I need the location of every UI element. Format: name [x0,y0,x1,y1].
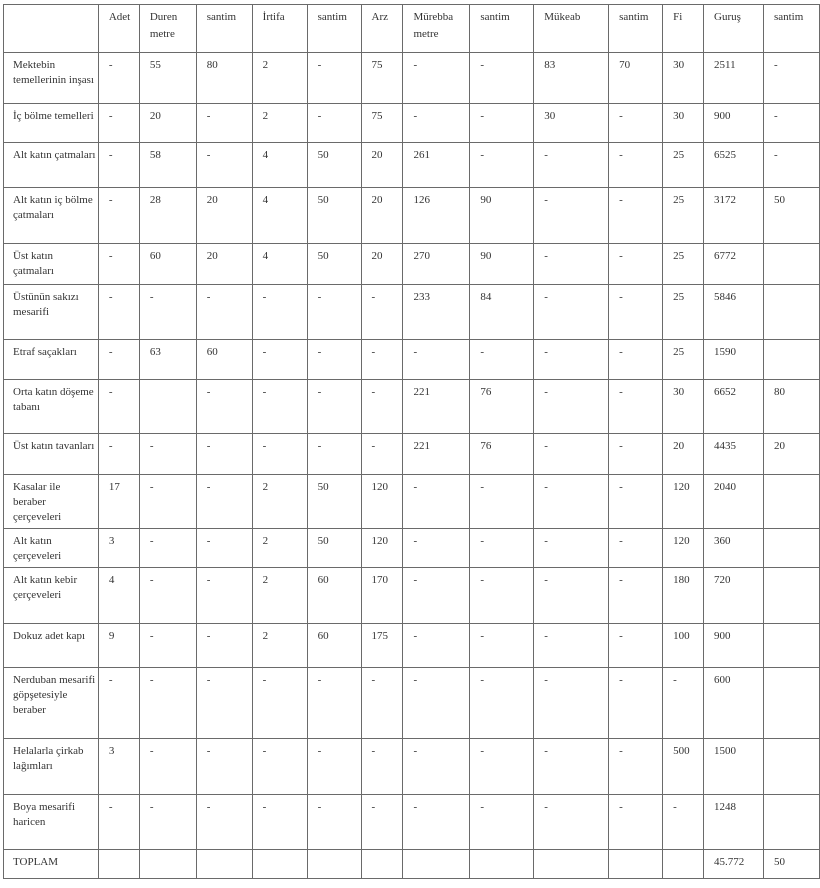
table-cell: 20 [196,188,252,244]
table-cell: 28 [139,188,196,244]
table-cell: - [609,104,663,143]
table-cell: - [196,795,252,850]
table-cell: 50 [307,143,361,188]
table-cell: - [534,340,609,380]
table-cell: 63 [139,340,196,380]
table-cell: 221 [403,380,470,434]
table-cell: 4 [252,143,307,188]
table-cell: 50 [307,244,361,285]
table-cell: - [470,104,534,143]
header-cell: Duren metre [139,5,196,53]
table-cell: - [307,739,361,795]
table-cell: - [534,668,609,739]
table-cell: 80 [763,380,819,434]
table-cell: 9 [98,624,139,668]
table-cell: 20 [361,244,403,285]
table-cell: - [361,795,403,850]
row-label: Üst katın çatmaları [4,244,99,285]
table-cell: - [534,434,609,475]
table-cell: - [609,568,663,624]
header-cell: Mürebba metre [403,5,470,53]
table-cell: - [470,53,534,104]
table-cell: - [196,104,252,143]
table-cell: - [307,104,361,143]
table-cell [403,850,470,879]
row-label: Üstünün sakızı mesarifi [4,285,99,340]
table-cell: 900 [704,624,764,668]
table-cell: - [534,624,609,668]
table-cell: 600 [704,668,764,739]
table-row [4,434,820,475]
table-cell: 17 [98,475,139,529]
header-cell: santim [763,5,819,53]
table-cell: - [361,739,403,795]
table-cell: - [252,380,307,434]
table-cell: 75 [361,104,403,143]
table-cell: - [663,668,704,739]
table-cell [763,285,819,340]
table-cell [763,340,819,380]
table-cell: 2511 [704,53,764,104]
table-cell: - [252,739,307,795]
table-cell: 60 [307,624,361,668]
table-cell: 3172 [704,188,764,244]
table-row [4,380,820,434]
table-cell: - [196,475,252,529]
table-cell: - [361,380,403,434]
table-cell: 20 [763,434,819,475]
table-cell: 55 [139,53,196,104]
table-cell: - [534,568,609,624]
table-cell: - [196,668,252,739]
table-cell: - [609,529,663,568]
table-cell: - [403,475,470,529]
table-cell: - [609,434,663,475]
table-cell: 126 [403,188,470,244]
table-cell: 1500 [704,739,764,795]
row-label: Nerduban mesarifi göpşetesiyle beraber [4,668,99,739]
table-cell: - [196,739,252,795]
table-cell [763,668,819,739]
table-cell: - [470,624,534,668]
table-cell: 50 [307,475,361,529]
table-row [4,624,820,668]
table-cell [763,475,819,529]
table-cell: - [470,568,534,624]
table-row [4,188,820,244]
row-label: Boya mesarifi haricen [4,795,99,850]
table-cell: 20 [361,188,403,244]
table-cell: - [98,795,139,850]
table-cell: - [139,624,196,668]
table-cell: - [609,475,663,529]
table-cell: 75 [361,53,403,104]
table-cell: - [139,739,196,795]
table-cell: - [98,668,139,739]
table-cell: 70 [609,53,663,104]
table-cell: - [609,668,663,739]
header-cell: santim [609,5,663,53]
table-cell: - [361,340,403,380]
table-cell: - [763,53,819,104]
table-cell: - [252,340,307,380]
table-cell: - [403,795,470,850]
table-cell: - [403,104,470,143]
table-cell: - [403,340,470,380]
table-cell: - [307,434,361,475]
table-cell: 58 [139,143,196,188]
header-cell: İrtifa [252,5,307,53]
table-cell: - [196,624,252,668]
table-cell [763,529,819,568]
table-cell: - [139,475,196,529]
table-cell [252,850,307,879]
table-cell: - [609,244,663,285]
table-cell [609,850,663,879]
table-cell: 4 [252,188,307,244]
table-cell: - [470,739,534,795]
table-cell: - [98,380,139,434]
table-cell [470,850,534,879]
header-cell-blank [4,5,99,53]
table-cell: 90 [470,188,534,244]
table-cell: - [252,434,307,475]
table-cell [763,568,819,624]
table-cell: - [470,529,534,568]
row-label: Orta katın döşeme tabanı [4,380,99,434]
table-cell: 120 [663,475,704,529]
table-cell: 6652 [704,380,764,434]
table-cell: 180 [663,568,704,624]
table-cell: 76 [470,380,534,434]
table-cell: 50 [763,850,819,879]
table-row [4,340,820,380]
table-cell: 30 [663,104,704,143]
table-cell: - [534,285,609,340]
table-cell: - [252,795,307,850]
table-row [4,143,820,188]
table-cell: - [139,795,196,850]
table-cell: - [403,53,470,104]
table-cell: 25 [663,285,704,340]
header-row [4,5,820,53]
row-label: Helalarla çirkab lağımları [4,739,99,795]
table-cell: - [403,668,470,739]
table-cell: - [534,188,609,244]
table-cell: 25 [663,244,704,285]
row-label: TOPLAM [4,850,99,879]
table-cell: 20 [196,244,252,285]
header-cell: Arz [361,5,403,53]
table-cell: 25 [663,340,704,380]
table-cell [98,850,139,879]
table-cell: - [534,529,609,568]
table-row [4,668,820,739]
row-label: Alt katın kebir çerçeveleri [4,568,99,624]
table-cell: 360 [704,529,764,568]
table-cell: - [196,434,252,475]
header-cell: Fi [663,5,704,53]
table-cell: 4 [98,568,139,624]
header-cell: santim [307,5,361,53]
table-cell: 76 [470,434,534,475]
table-cell: 100 [663,624,704,668]
table-cell: 1590 [704,340,764,380]
table-cell: - [470,795,534,850]
table-cell: - [98,53,139,104]
table-cell: - [98,104,139,143]
table-cell: - [361,285,403,340]
table-cell: - [98,285,139,340]
table-cell: - [609,188,663,244]
table-cell: 2040 [704,475,764,529]
row-label: Mektebin temellerinin inşası [4,53,99,104]
table-row [4,739,820,795]
table-cell: 2 [252,568,307,624]
header-cell: Mükeab [534,5,609,53]
table-cell: 60 [307,568,361,624]
table-cell: 50 [307,188,361,244]
table-cell: 60 [196,340,252,380]
table-cell: 5846 [704,285,764,340]
table-cell: - [534,795,609,850]
table-cell: 3 [98,739,139,795]
table-cell: - [307,380,361,434]
table-cell [763,739,819,795]
table-cell: 261 [403,143,470,188]
table-cell: 900 [704,104,764,143]
table-cell: - [609,795,663,850]
table-cell [763,795,819,850]
table-cell [139,380,196,434]
table-cell: - [307,668,361,739]
table-cell: - [361,668,403,739]
table-cell: - [609,380,663,434]
table-cell: 2 [252,104,307,143]
table-cell: - [98,143,139,188]
table-cell: - [534,244,609,285]
table-cell: 233 [403,285,470,340]
table-cell: 20 [663,434,704,475]
table-cell: 60 [139,244,196,285]
table-cell: - [139,285,196,340]
table-cell [763,244,819,285]
table-row [4,285,820,340]
table-cell: 221 [403,434,470,475]
table-cell: 30 [663,53,704,104]
table-cell: - [98,434,139,475]
table-cell: - [470,475,534,529]
row-label: Etraf saçakları [4,340,99,380]
table-cell: - [403,624,470,668]
table-cell: - [252,285,307,340]
table-cell: 30 [534,104,609,143]
table-cell: - [470,668,534,739]
table-cell: 120 [663,529,704,568]
total-row [4,850,820,879]
row-label: Alt katın çatmaları [4,143,99,188]
table-cell: - [663,795,704,850]
table-cell: 6525 [704,143,764,188]
table-cell: - [470,143,534,188]
table-cell: - [98,340,139,380]
table-cell: - [470,340,534,380]
table-cell: 30 [663,380,704,434]
table-row [4,795,820,850]
table-cell: - [139,568,196,624]
row-label: Alt katın çerçeveleri [4,529,99,568]
table-cell: 1248 [704,795,764,850]
table-cell: - [763,143,819,188]
table-cell: - [534,475,609,529]
table-cell: - [609,340,663,380]
table-cell: - [534,739,609,795]
table-row [4,475,820,529]
table-cell: 84 [470,285,534,340]
table-row [4,244,820,285]
table-cell [196,850,252,879]
table-cell [361,850,403,879]
table-body [4,53,820,879]
table-cell: 90 [470,244,534,285]
table-cell: - [196,285,252,340]
table-cell: - [98,188,139,244]
table-cell: 4 [252,244,307,285]
table-cell: - [139,529,196,568]
table-cell: 2 [252,624,307,668]
table-row [4,529,820,568]
table-row [4,104,820,143]
row-label: Alt katın iç bölme çatmaları [4,188,99,244]
table-cell: - [196,380,252,434]
table-cell: - [196,143,252,188]
header-cell: santim [196,5,252,53]
table-cell: - [307,285,361,340]
table-cell: 25 [663,143,704,188]
table-cell: - [403,529,470,568]
table-cell [307,850,361,879]
table-cell: 50 [763,188,819,244]
table-cell: - [196,568,252,624]
table-cell: - [252,668,307,739]
table-cell: - [534,143,609,188]
table-cell: 270 [403,244,470,285]
table-cell: 2 [252,53,307,104]
table-cell [534,850,609,879]
row-label: Dokuz adet kapı [4,624,99,668]
cost-table [3,4,820,879]
table-cell: 2 [252,475,307,529]
table-cell: 3 [98,529,139,568]
table-cell: 50 [307,529,361,568]
table-cell: - [609,285,663,340]
table-cell: 500 [663,739,704,795]
table-cell: - [403,739,470,795]
table-cell: 80 [196,53,252,104]
table-cell: 6772 [704,244,764,285]
row-label: Kasalar ile beraber çerçeveleri [4,475,99,529]
table-cell: 20 [361,143,403,188]
table-cell: 45.772 [704,850,764,879]
table-cell: - [763,104,819,143]
table-cell: - [139,434,196,475]
table-cell: - [609,624,663,668]
table-cell: - [196,529,252,568]
table-cell: 170 [361,568,403,624]
table-cell: - [361,434,403,475]
table-cell: 25 [663,188,704,244]
table-cell: - [307,340,361,380]
table-cell: - [609,739,663,795]
table-row [4,53,820,104]
table-cell: - [307,53,361,104]
table-cell: - [307,795,361,850]
table-cell: - [403,568,470,624]
header-cell: santim [470,5,534,53]
header-cell: Adet [98,5,139,53]
table-cell: 4435 [704,434,764,475]
table-cell [763,624,819,668]
table-cell: 20 [139,104,196,143]
table-cell: - [609,143,663,188]
table-cell: 720 [704,568,764,624]
row-label: İç bölme temelleri [4,104,99,143]
table-cell: 120 [361,529,403,568]
table-cell: 175 [361,624,403,668]
table-cell: 83 [534,53,609,104]
table-cell: 120 [361,475,403,529]
table-row [4,568,820,624]
header-cell: Guruş [704,5,764,53]
row-label: Üst katın tavanları [4,434,99,475]
table-cell: - [98,244,139,285]
table-cell: 2 [252,529,307,568]
table-cell: - [534,380,609,434]
table-cell [139,850,196,879]
table-cell [663,850,704,879]
table-cell: - [139,668,196,739]
